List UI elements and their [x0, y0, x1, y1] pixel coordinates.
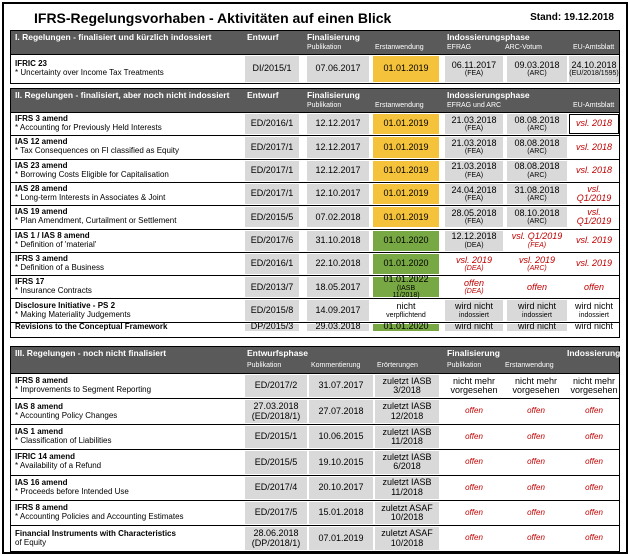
section-1-header [11, 31, 619, 43]
ind-value: offen [585, 457, 603, 467]
efrag2-value: (DEA) [464, 288, 484, 296]
komm-value: 27.07.2018 [318, 405, 364, 416]
section-3 [10, 346, 620, 552]
ent-value: ED/2017/6 [250, 234, 294, 245]
sub-eu-amtsblatt: EU-Amtsblatt [573, 44, 615, 51]
ind-value: offen [585, 406, 603, 416]
col-indossierungsphase: Indossierungsphase [447, 90, 530, 100]
komm-value: 15.01.2018 [318, 507, 364, 518]
row-name: IAS 16 amend [15, 477, 68, 487]
row-name: IAS 28 amend [15, 184, 68, 194]
row-name: IAS 8 amend [15, 401, 64, 411]
sub-eroerterungen: Erörterungen [377, 362, 418, 369]
section-1 [10, 30, 620, 84]
ert2-value: 10/2018 [390, 537, 424, 548]
erst-value: offen [527, 457, 545, 467]
ert2-value: 11/2018 [391, 486, 423, 497]
arc-value: vsl. 2019 [518, 254, 556, 265]
pub-value: offen [465, 533, 483, 543]
eu-value: offen [583, 281, 605, 292]
table-row [11, 135, 619, 158]
efrag-value: 21.03.2018 [451, 138, 497, 149]
ent-value: ED/2017/1 [250, 188, 294, 199]
pub2-value: vorgesehen [450, 385, 498, 396]
section-2-subheader [11, 101, 619, 112]
pub-value: 12.10.2017 [315, 188, 361, 199]
arc-value: wird nicht [517, 321, 556, 332]
erst-value: 01.01.2019 [383, 165, 429, 176]
eu-value: vsl. Q1/2019 [576, 183, 612, 204]
sub-publikation-final: Publikation [447, 362, 482, 369]
arc2-value: (ARC) [527, 171, 547, 179]
pub-value: 07.02.2018 [315, 211, 361, 222]
stand-date: Stand: 19.12.2018 [530, 12, 614, 23]
pub-value: 22.10.2018 [315, 258, 361, 269]
table-row [11, 475, 619, 500]
efrag-value: offen [463, 277, 485, 288]
page-title: IFRS-Regelungsvorhaben - Aktivitäten auf einen Blick [34, 10, 392, 26]
col-entwurf: Entwurf [247, 90, 279, 100]
pub-value: 18.05.2017 [315, 281, 361, 292]
row-name: IFRS 8 amend [15, 376, 68, 386]
table-row [11, 229, 619, 252]
section-2-header [11, 89, 619, 101]
arc-value: 08.08.2018 [514, 161, 560, 172]
ent2-value: (ED/2018/1) [251, 410, 301, 421]
row-name: IAS 23 amend [15, 160, 68, 170]
row-name: IFRS 3 amend [15, 114, 68, 124]
eu-value: vsl. Q1/2019 [576, 206, 612, 227]
sub-efrag-arc: EFRAG und ARC [447, 102, 502, 109]
row-name: IFRIC 14 amend [15, 452, 76, 462]
ent-value: ED/2015/1 [254, 431, 298, 442]
ert-value: zuletzt IASB [382, 426, 432, 437]
erst-value: offen [527, 406, 545, 416]
komm-value: 07.01.2019 [318, 532, 364, 543]
sub-publikation: Publikation [247, 362, 282, 369]
ert2-value: 12/2018 [390, 410, 424, 421]
komm-value: 31.07.2017 [318, 380, 364, 391]
ind-value: offen [585, 533, 603, 543]
ent-value: ED/2017/1 [250, 165, 294, 176]
row-desc: * Making Materiality Judgements [15, 309, 131, 319]
efrag2-value: (FEA) [464, 218, 484, 226]
efrag-type: (FEA) [464, 70, 484, 78]
row-desc: * Availability of a Refund [15, 461, 102, 471]
row-name: IFRS 17 [15, 277, 45, 287]
row-name: Revisions to the Conceptual Framework [15, 321, 168, 331]
ind2-value: vorgesehen [570, 385, 618, 396]
ent-value: 27.03.2018 [253, 401, 299, 412]
arc-type: (ARC) [527, 70, 547, 78]
row-name: Financial Instruments with Characteristics [15, 528, 176, 538]
erst-value: 01.01.2019 [383, 188, 429, 199]
row-desc: * Long-term Interests in Associates & Joint [15, 193, 166, 203]
erst3-value: 11/2018) [392, 291, 420, 299]
eu-value: 24.10.2018 [571, 59, 617, 70]
pub-value: offen [465, 457, 483, 467]
row-desc: * Accounting Policies and Accounting Estimates [15, 512, 184, 522]
pub-value: 29.03.2018 [315, 321, 361, 332]
arc2-value: (FEA) [527, 241, 547, 249]
ert-value: zuletzt IASB [382, 375, 432, 386]
erst2-value: vorgesehen [512, 385, 560, 396]
arc-value: 31.08.2018 [514, 184, 560, 195]
ent-value: ED/2015/8 [250, 304, 294, 315]
erst-value: 01.01.2019 [383, 141, 429, 152]
arc-value: wird nicht [517, 301, 556, 312]
erst-value: nicht mehr [514, 375, 558, 386]
row-name: IFRS 3 amend [15, 253, 68, 263]
section-1-subheader [11, 43, 619, 54]
eu-value: wird nicht [574, 321, 613, 332]
row-desc: * Definition of a Business [15, 262, 104, 272]
ent-value: ED/2017/5 [254, 507, 298, 518]
komm-value: 20.10.2017 [318, 482, 364, 493]
section-3-title: III. Regelungen - noch nicht finalisiert [15, 348, 167, 358]
row-desc: * Uncertainty over Income Tax Treatments [15, 68, 164, 77]
row-desc: * Accounting Policy Changes [15, 410, 118, 420]
ind-value: offen [585, 482, 603, 492]
erst-value: 01.01.2020 [383, 321, 429, 332]
eu-value: vsl. 2018 [575, 165, 613, 176]
pub-value: 31.10.2018 [315, 234, 361, 245]
efrag-value: 28.05.2018 [451, 207, 497, 218]
arc-value: 08.10.2018 [514, 207, 560, 218]
ent-value: ED/2016/1 [250, 118, 294, 129]
row-desc: * Classification of Liabilities [15, 435, 112, 445]
table-row [11, 322, 619, 332]
table-row [11, 205, 619, 228]
efrag-value: 24.04.2018 [451, 184, 497, 195]
ent-value: DP/2015/3 [250, 321, 294, 332]
pub-value: 14.09.2017 [315, 304, 361, 315]
ent-value: ED/2017/1 [250, 141, 294, 152]
ent-value: ED/2017/4 [254, 482, 298, 493]
arc2-value: (ARC) [527, 148, 547, 156]
ind-value: nicht mehr [572, 375, 616, 386]
row-name: IAS 12 amend [15, 137, 68, 147]
section-2 [10, 88, 620, 338]
ent2-value: (DP/2018/1) [251, 537, 301, 548]
eu-ref: (EU/2018/1595) [569, 70, 619, 78]
row-desc: * Definition of 'material' [15, 239, 97, 249]
erst-value: 01.01.2022 [383, 274, 429, 285]
efrag2-value: (FEA) [464, 125, 484, 133]
ent-value: ED/2017/2 [254, 380, 298, 391]
row-desc: * Plan Amendment, Curtailment or Settlement [15, 216, 177, 226]
eu-value: wird nicht [574, 301, 613, 312]
ent-value: ED/2015/5 [254, 456, 298, 467]
arc-value: 08.08.2018 [514, 138, 560, 149]
efrag-value: wird nicht [454, 321, 493, 332]
ert2-value: 6/2018 [393, 461, 421, 472]
table-row [11, 449, 619, 474]
efrag-value: wird nicht [454, 301, 493, 312]
row-name: IFRIC 23 [15, 59, 48, 69]
entwurf-value: DI/2015/1 [252, 63, 292, 74]
sub-efrag: EFRAG [447, 44, 472, 51]
erst-value: offen [527, 482, 545, 492]
pub-value: offen [465, 431, 483, 441]
col-indossierungsphase: Indossierungsphase [447, 32, 530, 42]
col-finalisierung: Finalisierung [307, 32, 360, 42]
table-row [11, 54, 619, 83]
ert-value: zuletzt ASAF [381, 502, 433, 513]
eu-value: vsl. 2019 [575, 234, 613, 245]
efrag2-value: (FEA) [464, 171, 484, 179]
table-row [11, 112, 619, 135]
arc2-value: indossiert [522, 311, 552, 319]
erst-value: 01.01.2020 [383, 258, 429, 269]
section-1-title: I. Regelungen - finalisiert und kürzlich indossiert [15, 32, 212, 42]
efrag2-value: (DEA) [464, 241, 484, 249]
eu-value: vsl. 2018 [575, 141, 613, 152]
komm-value: 19.10.2015 [318, 456, 364, 467]
ert2-value: 3/2018 [393, 385, 421, 396]
col-entwurfsphase: Entwurfsphase [247, 348, 308, 358]
row-desc: * Proceeds before Intended Use [15, 486, 129, 496]
sub-kommentierung: Kommentierung [311, 362, 361, 369]
section-2-title: II. Regelungen - finalisiert, aber noch nicht indossiert [15, 90, 230, 100]
table-row [11, 373, 619, 398]
pub-value: offen [465, 508, 483, 517]
sub-eu-amtsblatt: EU-Amtsblatt [573, 102, 615, 109]
eu-value: vsl. 2019 [575, 258, 613, 269]
erst-value: offen [527, 431, 545, 441]
pub-value: offen [465, 406, 483, 416]
sub-erstanwendung: Erstanwendung [375, 102, 424, 109]
row-desc: * Tax Consequences on FI classified as Equity [15, 146, 179, 156]
table-row [11, 252, 619, 275]
erst-value: offen [527, 508, 545, 517]
efrag-value: vsl. 2019 [455, 254, 493, 265]
ert-value: zuletzt ASAF [381, 528, 433, 539]
table-row [11, 298, 619, 321]
ert-value: zuletzt IASB [382, 477, 432, 488]
komm-value: 10.06.2015 [318, 431, 364, 442]
row-desc: of Equity [15, 537, 47, 547]
table-row [11, 182, 619, 205]
ert-value: zuletzt IASB [382, 401, 432, 412]
efrag2-value: (FEA) [464, 195, 484, 203]
table-row [11, 275, 619, 298]
arc2-value: (ARC) [527, 195, 547, 203]
efrag2-value: (FEA) [464, 148, 484, 156]
table-row [11, 500, 619, 525]
row-name: IFRS 8 amend [15, 503, 68, 513]
pub-value: 12.12.2017 [315, 165, 361, 176]
arc2-value: (ARC) [527, 125, 547, 133]
col-finalisierung: Finalisierung [447, 348, 500, 358]
row-name: IAS 19 amend [15, 207, 68, 217]
ent-value: 28.06.2018 [253, 528, 299, 539]
page [2, 2, 628, 554]
arc2-value: (ARC) [527, 264, 547, 272]
erst-value: offen [527, 533, 545, 543]
row-name: IAS 1 amend [15, 427, 64, 437]
erst2-value: (IASB [396, 284, 416, 292]
eu2-value: indossiert [579, 311, 609, 319]
arc-value: 08.08.2018 [514, 114, 560, 125]
ind-value: offen [585, 431, 603, 441]
efrag-value: 12.12.2018 [451, 231, 497, 242]
efrag-value: 21.03.2018 [451, 161, 497, 172]
table-row [11, 424, 619, 449]
arc-value: vsl. Q1/2019 [511, 231, 563, 242]
section-3-subheader [11, 359, 619, 373]
pub-value: 12.12.2017 [315, 118, 361, 129]
col-entwurf: Entwurf [247, 32, 279, 42]
col-indossierung: Indossierung [567, 348, 621, 358]
sub-erstanwendung: Erstanwendung [375, 44, 424, 51]
arc2-value: (ARC) [527, 218, 547, 226]
erst-value: 01.01.2019 [383, 118, 429, 129]
ent-value: ED/2016/1 [250, 258, 294, 269]
ind-value: offen [585, 508, 603, 517]
col-finalisierung: Finalisierung [307, 90, 360, 100]
sub-publikation: Publikation [307, 44, 342, 51]
efrag2-value: indossiert [459, 311, 489, 319]
section-3-header [11, 347, 619, 359]
erst-value: 01.01.2019 [383, 211, 429, 222]
efrag-value: 21.03.2018 [451, 114, 497, 125]
table-row [11, 525, 619, 550]
erst-value: 01.01.2020 [383, 234, 429, 245]
erstanwendung-value: 01.01.2019 [383, 63, 429, 74]
row-desc: * Insurance Contracts [15, 286, 92, 296]
table-row [11, 398, 619, 423]
ert2-value: 11/2018 [391, 435, 423, 446]
ert2-value: 10/2018 [390, 512, 424, 523]
eu-value: vsl. 2018 [575, 118, 613, 129]
efrag-value: 06.11.2017 [451, 59, 497, 70]
efrag2-value: (DEA) [464, 264, 484, 272]
arc-value: offen [526, 281, 548, 292]
publikation-value: 07.06.2017 [315, 63, 361, 74]
row-name: IAS 1 / IAS 8 amend [15, 230, 90, 240]
ent-value: ED/2015/5 [250, 211, 294, 222]
row-desc: * Borrowing Costs Eligible for Capitalisation [15, 169, 169, 179]
ert-value: zuletzt IASB [382, 451, 432, 462]
arc-value: 09.03.2018 [514, 59, 560, 70]
sub-arc-votum: ARC-Votum [505, 44, 542, 51]
row-name: Disclosure Initiative - PS 2 [15, 300, 116, 310]
table-row [11, 159, 619, 182]
row-desc: * Improvements to Segment Reporting [15, 385, 152, 395]
erst2-value: verpflichtend [386, 311, 426, 319]
ent-value: ED/2013/7 [250, 281, 294, 292]
row-desc: * Accounting for Previously Held Interests [15, 123, 162, 133]
pub-value: offen [465, 482, 483, 492]
sub-publikation: Publikation [307, 102, 342, 109]
pub-value: 12.12.2017 [315, 141, 361, 152]
pub-value: nicht mehr [452, 375, 496, 386]
sub-erstanwendung: Erstanwendung [505, 362, 554, 369]
erst-value: nicht [396, 301, 416, 312]
